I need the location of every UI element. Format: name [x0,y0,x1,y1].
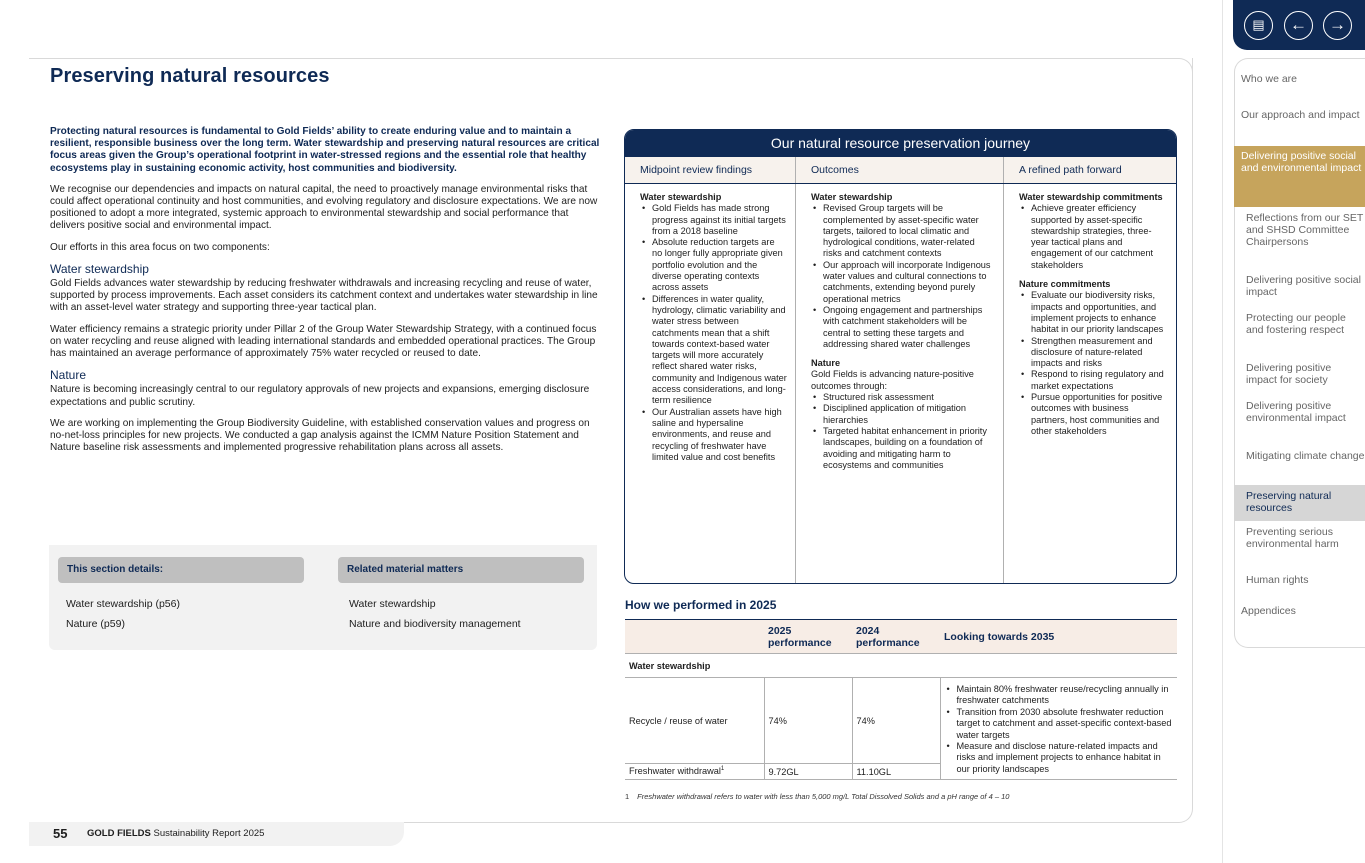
list-item: • Achieve greater efficiency supported by asset-specific stewardship strategies, three-year tactical plans and engagement of our catchment stakeholders [1019,203,1167,271]
nav-divider [1222,0,1223,863]
outlook-cell [940,678,1177,780]
outcomes-nature-heading: Nature [811,358,841,369]
list-item: • Transition from 2030 absolute freshwater reduction target to catchment and asset-specific context-based water targets [945,707,1174,741]
path-nature-heading: Nature commitments [1019,279,1111,290]
outcomes-nature-list [811,392,995,471]
outcomes-water-heading: Water stewardship [811,192,893,202]
row-label-text: Freshwater withdrawal [629,766,721,777]
arrow-right-icon[interactable]: → [1323,11,1352,40]
outlook-list [945,684,1174,775]
nav-item-preventing-harm[interactable]: Preventing serious environmental harm [1246,526,1339,550]
page-number: 55 [53,826,68,841]
paragraph-components: Our efforts in this area focus on two components: [50,241,270,253]
journey-header-outcomes: Outcomes [796,157,1004,183]
path-water-heading: Water stewardship commitments [1019,192,1163,202]
list-item: • Our Australian assets have high saline and hypersaline environments, and reuse and recycling of freshwater have limited value and cost benefits [640,407,787,463]
material-matter-water: Water stewardship [349,598,436,610]
nav-item-delivering-impact[interactable]: Delivering positive social and environmental impact [1234,146,1365,207]
list-item: • Strengthen measurement and disclosure of nature-related impacts and risks [1019,336,1167,370]
nav-item-approach[interactable]: Our approach and impact [1241,109,1360,121]
heading-water-stewardship: Water stewardship [50,261,149,276]
nav-item-environmental-impact[interactable]: Delivering positive environmental impact [1246,400,1346,424]
performance-header-outlook: Looking towards 2035 [940,620,1177,654]
brand-name: GOLD FIELDS [87,828,151,839]
paragraph-water-1: Gold Fields advances water stewardship by reducing freshwater withdrawals and increasing recycling and reuse of water, supported by process improvements. Each asset considers its catchment context and undertakes water stewardship in line with an asset-level water strategy and supporting three-year tactical plan. [50,278,598,314]
footer-brand [87,828,264,839]
footnote-text: Freshwater withdrawal refers to water with less than 5,000 mg/L Total Dissolved Solids and a pH range of 4 – 10 [637,792,1010,801]
list-item: • Our approach will incorporate Indigenous water values and cultural connections to catchments, extending beyond purely operational metrics [811,260,995,305]
list-item: • Targeted habitat enhancement in priority landscapes, building on a foundation of avoiding and mitigating harm to ecosystems and communities [811,426,995,471]
row-value-2024: 74% [852,678,940,764]
list-item: • Ongoing engagement and partnerships with catchment stakeholders will be central to setting these targets and addressing shared water challenges [811,305,995,350]
paragraph-nature-1: Nature is becoming increasingly central to our regulatory approvals of new projects and expansions, emerging disclosure expectations and public scrutiny. [50,384,590,408]
journey-header-findings: Midpoint review findings [625,157,796,183]
findings-water-heading: Water stewardship [640,192,722,202]
performance-header-blank [625,620,764,654]
list-item: • Disciplined application of mitigation hierarchies [811,403,995,426]
row-label [625,764,764,780]
journey-body [625,184,1176,584]
material-matter-nature: Nature and biodiversity management [349,618,521,630]
intro-paragraph: Protecting natural resources is fundamental to Gold Fields’ ability to create enduring value and to maintain a resilient, responsible business over the long term. Water stewardship and preserving natural resources are critical focus areas given the Group’s operational footprint in water-stressed regions and the essential role that healthy ecosystems play in sustaining economic activity, host communities and biodiversity. [50,126,600,174]
heading-nature: Nature [50,368,87,383]
outcomes-water-list [811,203,995,350]
arrow-left-icon[interactable]: ← [1284,11,1313,40]
nav-item-impact-society[interactable]: Delivering positive impact for society [1246,362,1332,386]
related-matters-heading: Related material matters [338,557,584,583]
list-item: • Gold Fields has made strong progress against its initial targets from a 2018 baseline [640,203,787,237]
main-text-column [50,126,600,463]
path-nature-list [1019,290,1167,437]
paragraph-nature-2: We are working on implementing the Group Biodiversity Guideline, with established conservation values and progress on no-net-loss principles for new projects. We conducted a gap analysis against the ICMM Nature Position Statement and Nature baseline risk assessments and implemented progressive rehabilitation plans across all assets. [50,417,590,454]
journey-col-outcomes [796,184,1004,584]
list-item: • Revised Group targets will be complemented by asset-specific water targets, tailored to local climatic and hydrological conditions, water-related risks and catchment contexts [811,203,995,259]
row-value-2024: 11.10GL [852,764,940,780]
row-label: Recycle / reuse of water [625,678,764,764]
performance-header-row [625,620,1177,654]
nav-item-human-rights[interactable]: Human rights [1246,574,1309,586]
list-item: • Differences in water quality, hydrology, climatic variability and water stress between catchments mean that a shift towards context-based water targets will more accurately reflect shared water risks, community and Indigenous water access considerations, and long-term resilience [640,294,787,407]
journey-header-path: A refined path forward [1019,164,1122,176]
path-water-list [1019,203,1167,271]
journey-col-path-forward [1004,184,1175,584]
footnote-marker: 1 [720,766,725,773]
table-row [625,678,1177,764]
journey-col-findings [625,184,796,584]
nav-item-reflections[interactable]: Reflections from our SET and SHSD Committee Chairpersons [1246,212,1364,248]
footnote [625,792,1009,801]
list-item: • Measure and disclose nature-related impacts and risks and implement projects to enhance habitat in our priority landscapes [945,741,1174,775]
nav-item-climate[interactable]: Mitigating climate change [1246,450,1365,462]
section-link-water[interactable]: Water stewardship (p56) [66,598,180,610]
section-details-box [49,545,597,650]
nav-item-protecting-people[interactable]: Protecting our people and fostering respect [1246,312,1346,336]
performance-header-2024: 2024 performance [852,620,940,654]
nav-item-appendices[interactable]: Appendices [1241,605,1296,617]
row-value-2025: 9.72GL [764,764,852,780]
list-item: • Maintain 80% freshwater reuse/recycling annually in freshwater catchments [945,684,1174,707]
performance-table [625,619,1177,780]
section-details-heading: This section details: [58,557,304,583]
performance-section-row [625,654,1177,678]
nav-toolbar [1233,0,1365,50]
journey-panel [624,129,1177,584]
paragraph-dependencies: We recognise our dependencies and impacts on natural capital, the need to proactively manage environmental risks that could affect operational continuity and host communities, and evolving regulatory and disclosure expectations. We are now positioned to adopt a more integrated, systemic approach to environmental stewardship and social performance that delivers positive social and environmental impact. [50,183,598,232]
paragraph-water-2: Water efficiency remains a strategic priority under Pillar 2 of the Group Water Stewardship Strategy, with a continued focus on water recycling and reuse aligned with leading international standards and embedded operational practices. The Group has maintained an average performance of approximately 75% water recycled or reused to date. [50,323,597,360]
journey-column-headers [625,157,1176,184]
footnote-mark: 1 [625,792,630,801]
outcomes-nature-intro: Gold Fields is advancing nature-positive outcomes through: [811,369,974,391]
nav-item-social-impact[interactable]: Delivering positive social impact [1246,274,1361,298]
performance-title: How we performed in 2025 [625,598,777,612]
nav-item-preserving[interactable]: Preserving natural resources [1234,485,1365,521]
list-item: • Pursue opportunities for positive outcomes with business partners, host communities and other stakeholders [1019,392,1167,437]
list-item: • Respond to rising regulatory and market expectations [1019,369,1167,392]
page-title: Preserving natural resources [50,65,330,87]
findings-list [640,203,787,463]
list-item: • Evaluate our biodiversity risks, impacts and opportunities, and implement projects to enhance habitat in our priority landscapes [1019,290,1167,335]
section-link-nature[interactable]: Nature (p59) [66,618,125,630]
report-name: Sustainability Report 2025 [153,828,265,839]
nav-item-who-we-are[interactable]: Who we are [1241,73,1298,85]
contents-icon[interactable]: ▤ [1244,11,1273,40]
list-item: • Absolute reduction targets are no longer fully appropriate given portfolio evolution and the diverse operating contexts across assets [640,237,787,293]
row-value-2025: 74% [764,678,852,764]
performance-section-label: Water stewardship [625,654,1177,678]
list-item: • Structured risk assessment [811,392,995,403]
journey-title: Our natural resource preservation journey [625,130,1176,157]
performance-header-2025: 2025 performance [764,620,852,654]
